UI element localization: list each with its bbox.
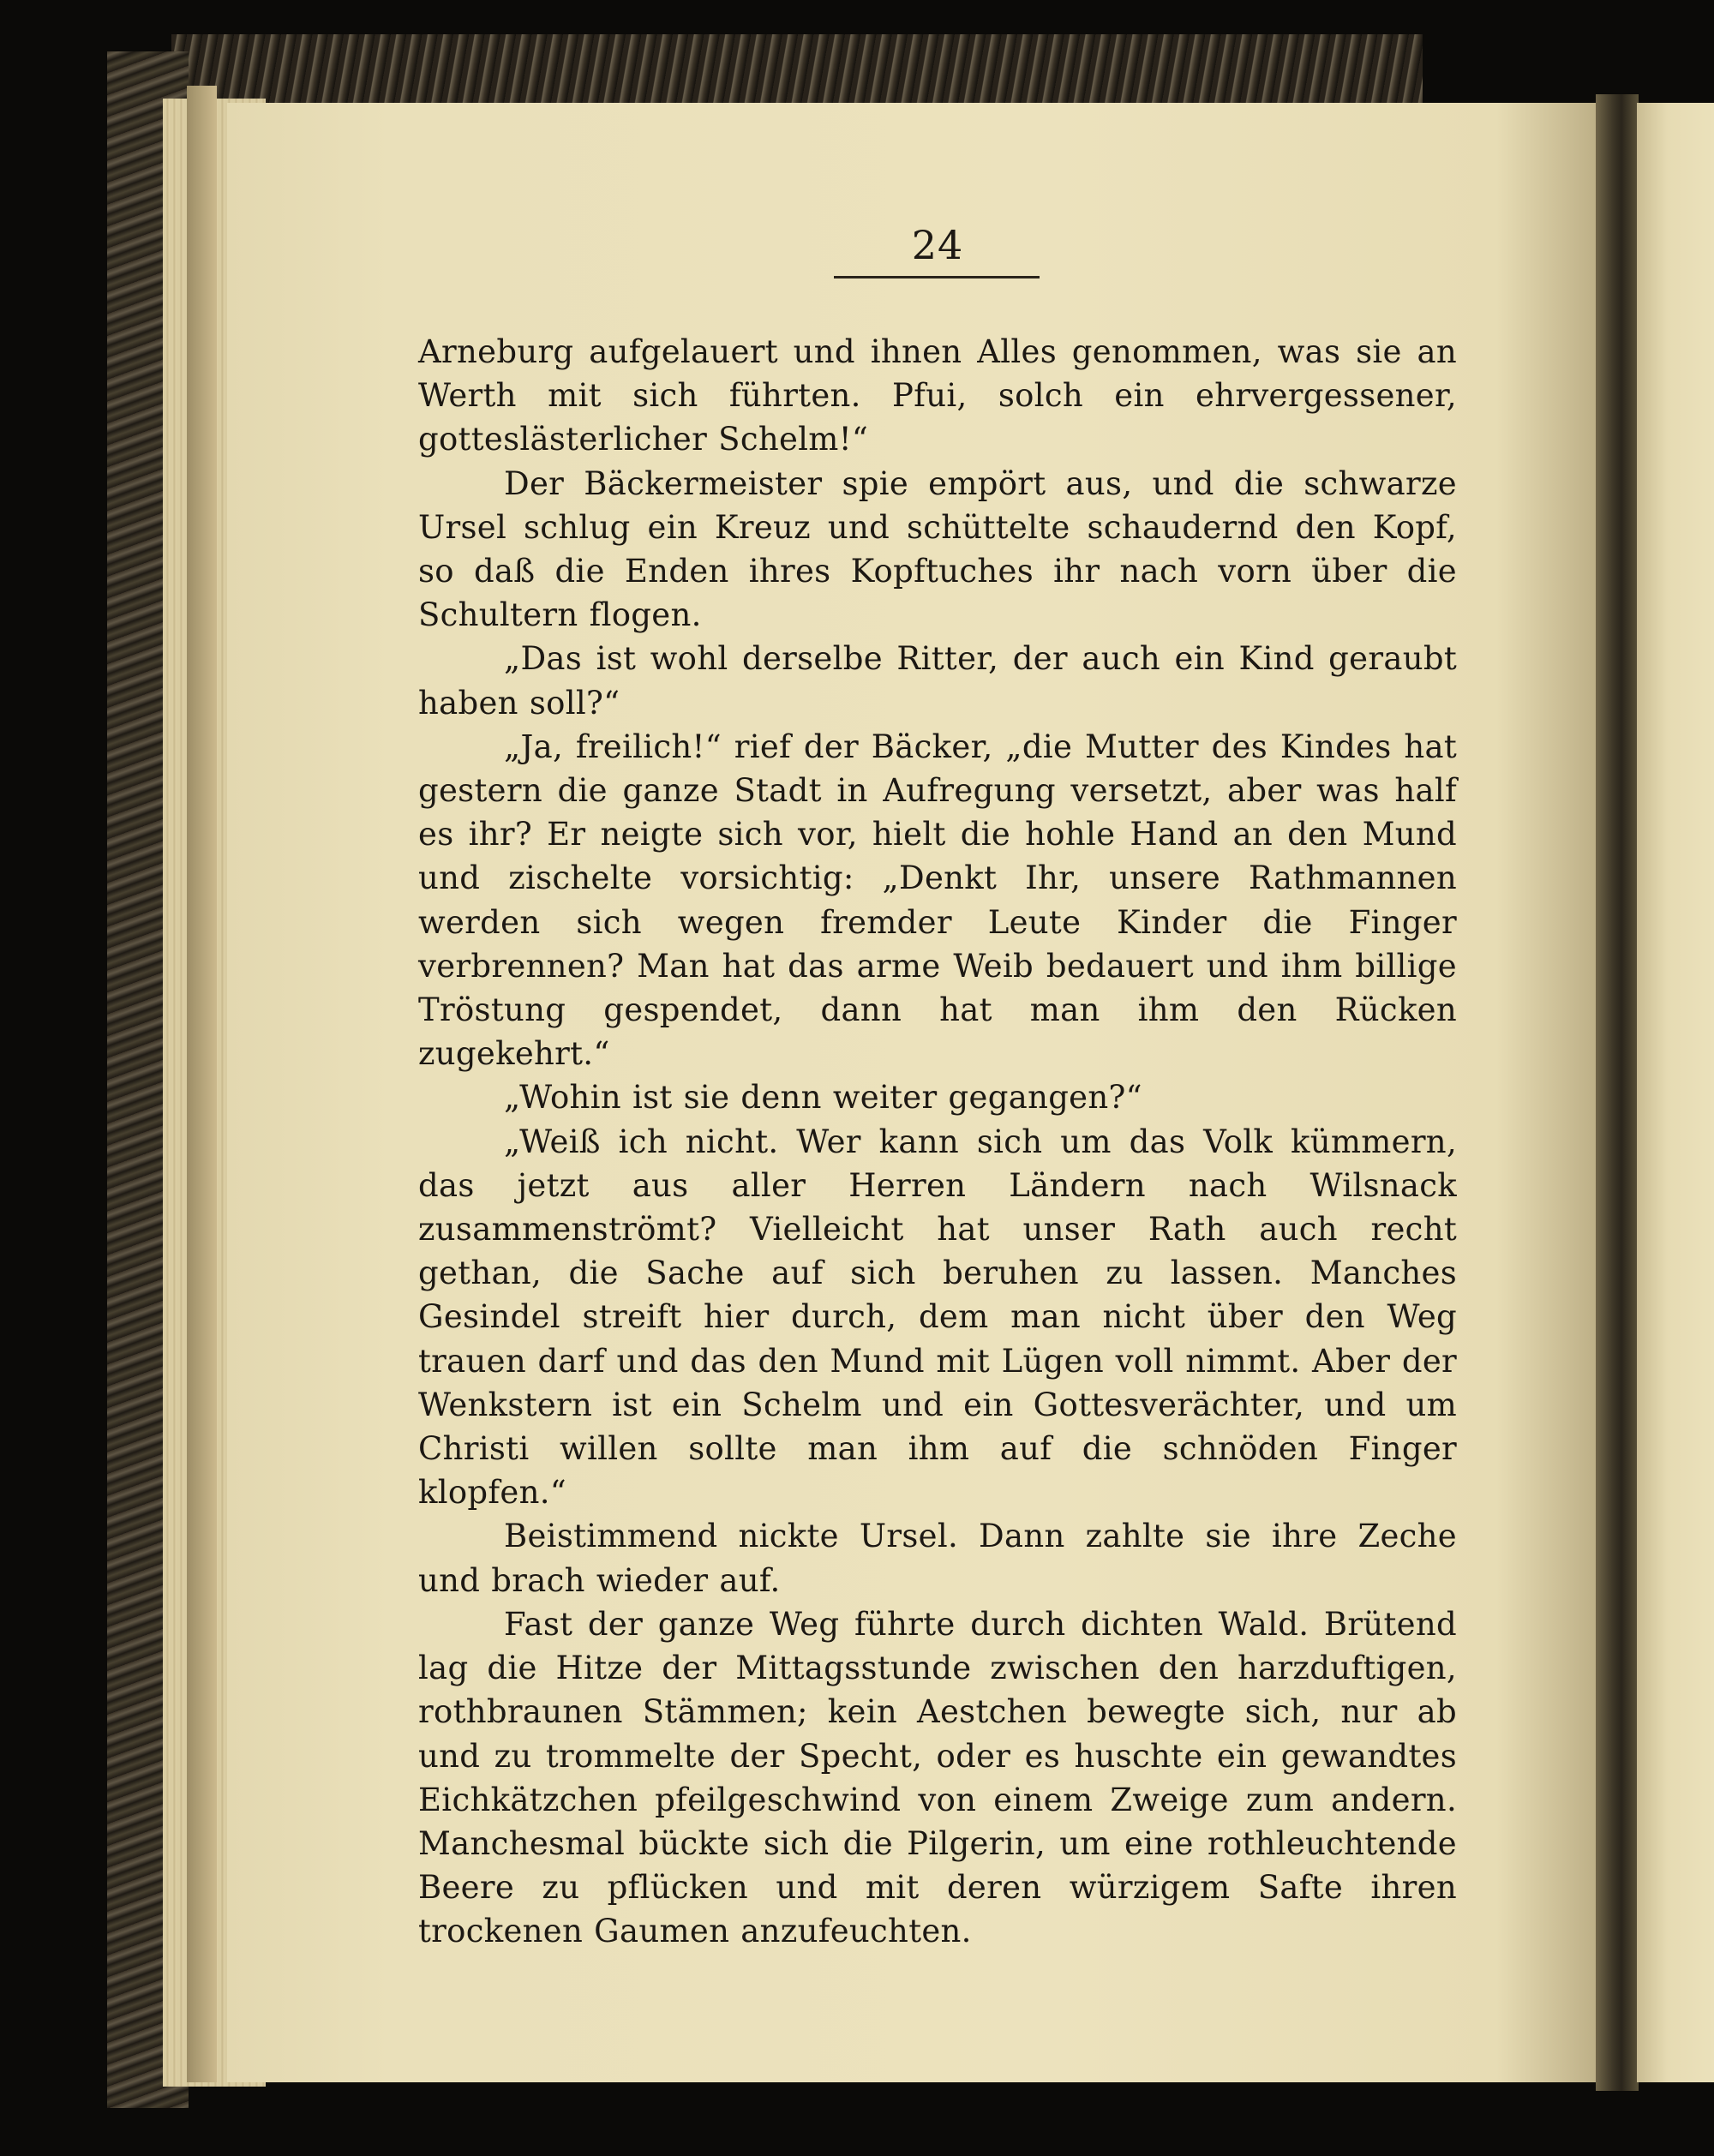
- book-cover-top-edge: [171, 34, 1423, 111]
- book-gutter: [1596, 94, 1639, 2091]
- paragraph-5: „Wohin ist sie denn weiter gegangen?“: [504, 1079, 1142, 1117]
- facing-page-edge: [1637, 103, 1714, 2082]
- paragraph-8: Fast der ganze Weg führte durch dichten Wald. Brütend lag die Hitze der Mittagsstunde zwischen den harzduftigen, rothbraunen Stämmen; kein Aestchen bewegte sich, nur ab und zu trommelte der Specht, oder es huschte ein gewandtes Eichkätzchen pfeilgeschwind von einem Zweige zum andern. Manchesmal bückte sich die Pilgerin, um eine rothleuchtende Beere zu pflücken und mit deren würzigem Safte ihren trockenen Gaumen anzufeuchten.: [418, 1605, 1457, 1950]
- paragraph-7: Beistimmend nickte Ursel. Dann zahlte sie ihre Zeche und brach wieder auf.: [418, 1518, 1457, 1599]
- paragraph-3: „Das ist wohl derselbe Ritter, der auch ein Kind geraubt haben soll?“: [418, 640, 1457, 722]
- paragraph-2: Der Bäckermeister spie empört aus, und die schwarze Ursel schlug ein Kreuz und schüttelte schaudernd den Kopf, so daß die Enden ihres Kopftuches ihr nach vorn über die Schultern flogen.: [418, 464, 1457, 634]
- page-number: 24: [911, 222, 964, 268]
- body-text: [418, 330, 1457, 1954]
- page-text-block: [418, 206, 1457, 1950]
- binding-shadow: [187, 86, 217, 2082]
- paragraph-4: „Ja, freilich!“ rief der Bäcker, „die Mutter des Kindes hat gestern die ganze Stadt in Aufregung versetzt, aber was half es ihr? Er neigte sich vor, hielt die hohle Hand an den Mund und zischelte vorsichtig: „Denkt Ihr, unsere Rathmannen werden sich wegen fremder Leute Kinder die Finger verbrennen? Man hat das arme Weib bedauert und ihm billige Tröstung gespendet, dann hat man ihm den Rücken zugekehrt.“: [418, 728, 1457, 1073]
- paragraph-6: „Weiß ich nicht. Wer kann sich um das Volk kümmern, das jetzt aus aller Herren Ländern nach Wilsnack zusammenströmt? Vielleicht hat unser Rath auch recht gethan, die Sache auf sich beruhen zu lassen. Manches Gesindel streift hier durch, dem man nicht über den Weg trauen darf und das den Mund mit Lügen voll nimmt. Aber der Wenkstern ist ein Schelm und ein Gottesverächter, und um Christi willen sollte man ihm auf die schnöden Finger klopfen.“: [418, 1123, 1457, 1512]
- paragraph-1: Arneburg aufgelauert und ihnen Alles genommen, was sie an Werth mit sich führten. Pfui, solch ein ehrvergessener, gotteslästerlicher Schelm!“: [418, 333, 1457, 458]
- header-rule: [834, 276, 1040, 278]
